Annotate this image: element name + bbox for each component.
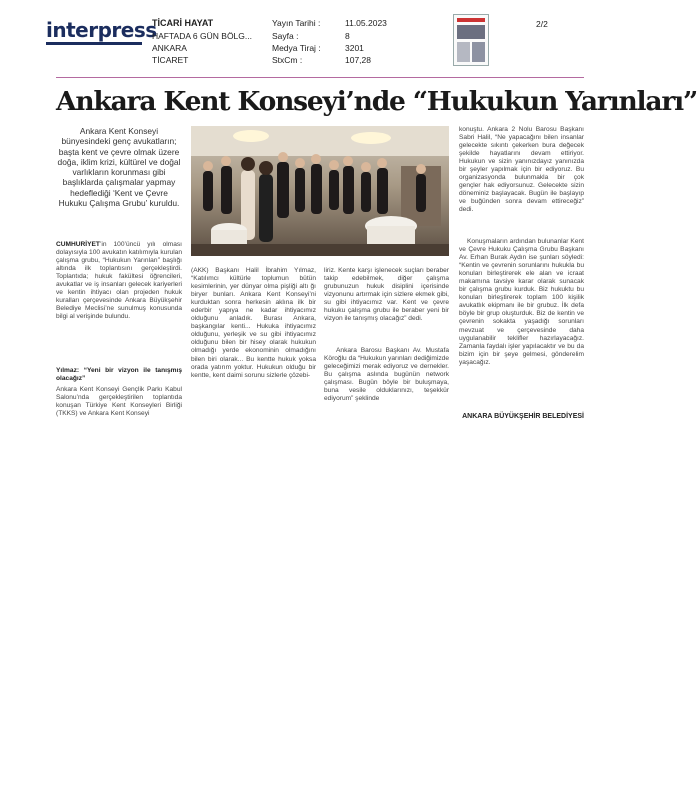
column-2-body: (AKK) Başkanı Halil İbrahim Yılmaz, “Katılımcı kültürle toplumun bütün kesimlerinin, yer dünyar olma pişliği altı ğı biryer bunları. Ankara Kent Konseyi’ni kurduktan sonra herkesin aklına ilk bir ederbir yapıya ne kadar ihtiyacımız olduğunu anladık. Burası Ankara, başkangılar kenti... Hukuka ihtiyacımız olduğunu, yerleşik ve su gibi ihtiyacımız olduğunu bilen bir hisey olarak hukukun olmadığı yerde ekonominin olmadığını bilen biri olarak... Bu kentte hukuk yoksa orada yatırım yoktur. Hukukun olduğu bir kentte, kent daimi sorunu sizlerle çözebi- [191,267,316,379]
date-label: Yayın Tarihi : [272,18,321,28]
event-photo-illustration [191,126,449,256]
article-lead: Ankara Kent Konseyi bünyesindeki genç avukatların; başta kent ve çevre olmak üzere doğa, iklim krizi, kültürel ve doğal varlıkların korunması gibi başlıklarda çalışmalar yapmay hedeflediği ‘Kent ve Çevre Hukuku Çalışma Grubu’ kuruldu. [57,126,181,209]
page-label: Sayfa : [272,31,299,41]
interpress-logo: interpress [46,18,157,42]
publication-name: TİCARİ HAYAT [152,18,214,28]
header-divider [56,77,584,78]
article-headline: Ankara Kent Konseyi’nde “Hukukun Yarınları” [56,86,697,117]
page-counter: 2/2 [536,19,548,29]
column-3-body-2: Ankara Barosu Başkanı Av. Mustafa Köroğlu da “Hukukun yarınları dediğimizde geleceğimizi merak ediyoruz ve dernekler. Bu çalışma aslında bugünün network çalışması. Bugün böyle bir buluşmaya, buna vesile olduklarınızı, teşekkür ediyorum” şeklinde [324,347,449,403]
newspaper-thumbnail[interactable] [453,14,489,66]
column-1-text: ’in 100’üncü yılı olması dolayısıyla 100 avukatın katılımıyla kurulan çalışma grubu, “Hukukun Yarınları” başlığı altında ilk toplantısını gerçekleştirdi. Toplantıda; hukuk fakültesi öğrencileri, avukatlar ve iş insanları gelecek kariyerleri ve kentin ihtiyacı olan projeden hukuk kuralları çerçevesinde Ankara Büyükşehir Belediye Meclisi’ne sunulmuş konusunda bilgi al verişinde bulundu. [56,241,182,321]
publication-city: ANKARA [152,43,187,53]
publication-sector: TİCARET [152,55,189,65]
stxcm-label: StxCm : [272,55,303,65]
column-1-body [56,241,182,321]
column-4-body-2: Konuşmaların ardından bulunanlar Kent ve Çevre Hukuku Çalışma Grubu Başkanı Av. Erhan Burak Aydın ise şunları söyledi: “Kentin ve çevrenin sorunlarını hukukla bu konuları birleştirerek ele alan ve icraat makamına tavsiye karar olarak sunacak bir çalışma grubu kurduk. Biz hukuktu bu konuları birleştirerek toplam 100 kişilik avukatlık ekipmanı ile bir grubuz. İlk defa böyle bir grup oluşturduk. Biz de kentin ve çevrenin sokakta yaşadığı sorunları mevzuat ve çerçevesinde daha uygulanabilir teklifler hazırlayacağız. Zamanla faydalı işler yapılacaktır ve bu da bizim için bir şeye gelmesi, gönderelim yaşacağız. [459,238,584,366]
date-value: 11.05.2023 [345,18,387,28]
column-4-body: konuştu. Ankara 2 Nolu Barosu Başkanı Sabri Halil, “Ne yapacağını bilen insanlar gelecekte sıkıntı çekerken bura değecek şekilde hayatlarını devam ettiriyor. Hukukun ve sizin yanınızdayız yanınızda bir şeyler yapılmak için bir ediyoruz. Bu organizasyonda bulunmakla bir çok gençler hak ediyorsunuz. Gelecekte sizin döneminiz başlayacak. Bugün ile başlayıp ve buğünden sonra devam ettireceğiz” dedi. [459,126,584,214]
page-value: 8 [345,31,350,41]
publication-period: HAFTADA 6 GÜN BÖLG... [152,31,252,41]
column-3-body: liriz. Kente karşı işlenecek suçları beraber takip edebilmek, diğer çalışma grubunuzun hukuk disiplini içerisinde vizyonunu artırmak için sizlere ekmek gibi, su gibi ihtiyacımız var. Kent ve çevre hukuku çalışma grubu ile beraber yeni bir vizyon ile tanışmış olacağız” dedi. [324,267,449,323]
circulation-label: Medya Tiraj : [272,43,321,53]
stxcm-value: 107,28 [345,55,371,65]
logo-underline [46,42,142,45]
circulation-value: 3201 [345,43,364,53]
column-1-body-2: Ankara Kent Konseyi Gençlik Parkı Kabul Salonu’nda gerçekleştirilen toplantıda konuşan Türkiye Kent Konseyleri Birliği (TKKS) ve Ankara Kent Konseyi [56,386,182,418]
event-photo [191,126,449,256]
source-name: CUMHURİYET [56,241,100,248]
article-signature: ANKARA BÜYÜKŞEHİR BELEDİYESİ [462,413,584,420]
article-subheading: Yılmaz: “Yeni bir vizyon ile tanışmış olacağız” [56,367,182,383]
